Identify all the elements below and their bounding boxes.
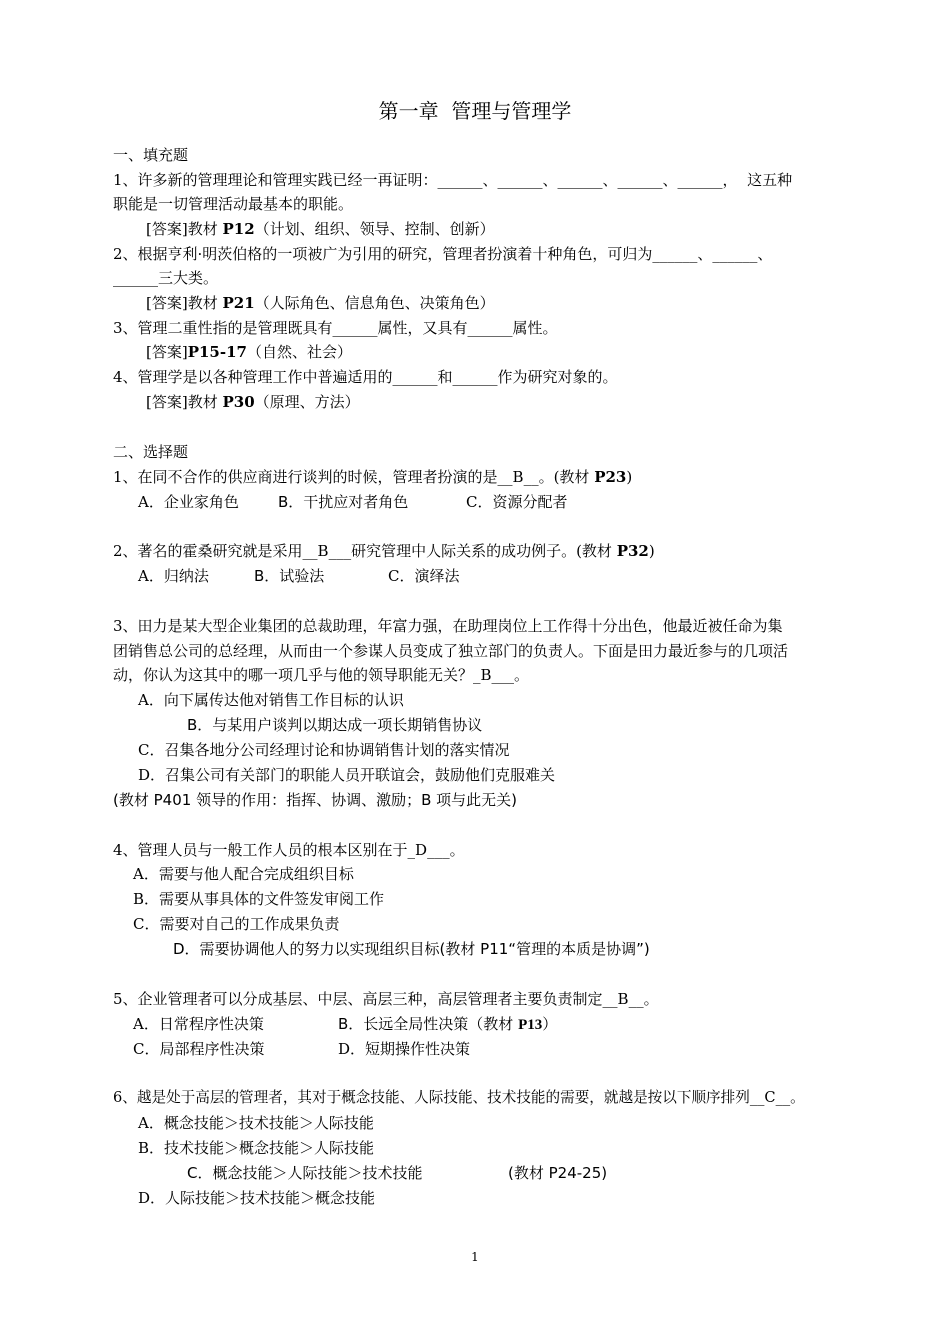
page-title: 第一章 管理与管理学 bbox=[378, 99, 572, 123]
question-1-line2: 职能是一切管理活动最基本的职能。 bbox=[113, 195, 354, 213]
choice-3-option-b: B．与某用户谈判以期达成一项长期销售协议 bbox=[187, 716, 483, 734]
question-3: 3、管理二重性指的是管理既具有______属性，又具有______属性。 bbox=[113, 319, 558, 337]
answer-3 bbox=[146, 342, 352, 362]
choice-1-option-c: C．资源分配者 bbox=[466, 493, 568, 511]
choice-question-3-line2: 团销售总公司的总经理，从而由一个参谋人员变成了独立部门的负责人。下面是田力最近参与的几项活 bbox=[113, 642, 789, 660]
choice-question-5: 5、企业管理者可以分成基层、中层、高层三种，高层管理者主要负责制定__B__。 bbox=[113, 990, 659, 1008]
choice-3-option-a: A．向下属传达他对销售工作目标的认识 bbox=[138, 691, 404, 709]
choice-2-option-c: C．演绎法 bbox=[388, 567, 460, 585]
question-text: 1、在同不合作的供应商进行谈判的时候，管理者扮演的是__B__。(教材 bbox=[113, 468, 595, 486]
choice-2-option-b: B．试验法 bbox=[254, 567, 325, 585]
answer-text: （自然、社会） bbox=[246, 343, 352, 361]
answer-4 bbox=[146, 392, 360, 412]
choice-1-option-a: A．企业家角色 bbox=[138, 493, 239, 511]
page-ref: P23 bbox=[594, 468, 627, 486]
choice-4-option-a: A．需要与他人配合完成组织目标 bbox=[133, 865, 354, 883]
choice-5-option-d: D．短期操作性决策 bbox=[338, 1040, 471, 1058]
choice-6-page-ref: (教材 P24-25) bbox=[508, 1164, 608, 1182]
choice-question-2 bbox=[113, 541, 655, 561]
section-heading-fill: 一、填充题 bbox=[113, 146, 189, 164]
page-number: 1 bbox=[471, 1250, 479, 1264]
page-ref: P32 bbox=[616, 542, 649, 560]
choice-6-option-b: B．技术技能＞概念技能＞人际技能 bbox=[138, 1139, 375, 1157]
choice-3-option-d: D．召集公司有关部门的职能人员开联谊会，鼓励他们克服难关 bbox=[138, 766, 556, 784]
question-2-line1: 2、根据亨利·明茨伯格的一项被广为引用的研究，管理者扮演着十种角色，可归为______、______、 bbox=[113, 245, 773, 263]
choice-2-option-a: A．归纳法 bbox=[138, 567, 209, 585]
choice-3-note: (教材 P401 领导的作用：指挥、协调、激励；B 项与此无关) bbox=[113, 791, 517, 809]
choice-3-option-c: C．召集各地分公司经理讨论和协调销售计划的落实情况 bbox=[138, 741, 510, 759]
section-heading-choice: 二、选择题 bbox=[113, 443, 189, 461]
choice-question-3-line1: 3、田力是某大型企业集团的总裁助理，年富力强，在助理岗位上工作得十分出色，他最近被任命为集 bbox=[113, 617, 783, 635]
choice-4-option-d: D．需要协调他人的努力以实现组织目标(教材 P11“管理的本质是协调”) bbox=[173, 940, 650, 958]
question-1-line1: 1、许多新的管理理论和管理实践已经一再证明：______、______、______、______、______， 这五种 bbox=[113, 171, 793, 189]
answer-text: （人际角色、信息角色、决策角色） bbox=[254, 294, 495, 312]
choice-6-option-a: A．概念技能＞技术技能＞人际技能 bbox=[138, 1114, 374, 1132]
question-end: ) bbox=[648, 542, 655, 560]
choice-5-option-a: A．日常程序性决策 bbox=[133, 1015, 264, 1033]
choice-4-option-c: C．需要对自己的工作成果负责 bbox=[133, 915, 340, 933]
answer-page: P12 bbox=[222, 220, 255, 238]
choice-6-option-d: D．人际技能＞技术技能＞概念技能 bbox=[138, 1189, 376, 1207]
answer-label: [答案]教材 bbox=[146, 393, 223, 411]
choice-5-option-c: C．局部程序性决策 bbox=[133, 1040, 265, 1058]
page-ref: P13 bbox=[518, 1017, 543, 1033]
option-text: B．长远全局性决策（教材 bbox=[338, 1015, 519, 1033]
question-text: 2、著名的霍桑研究就是采用__B___研究管理中人际关系的成功例子。(教材 bbox=[113, 542, 617, 560]
choice-4-option-b: B．需要从事具体的文件签发审阅工作 bbox=[133, 890, 385, 908]
answer-label: [答案]教材 bbox=[146, 294, 223, 312]
answer-page: P21 bbox=[222, 294, 255, 312]
answer-text: （原理、方法） bbox=[254, 393, 360, 411]
choice-question-3-line3: 动，你认为这其中的哪一项几乎与他的领导职能无关？_B___。 bbox=[113, 666, 530, 684]
choice-question-4: 4、管理人员与一般工作人员的根本区别在于_D___。 bbox=[113, 841, 465, 859]
answer-label: [答案] bbox=[146, 343, 188, 361]
answer-page: P30 bbox=[222, 393, 255, 411]
choice-question-6: 6、越是处于高层的管理者，其对于概念技能、人际技能、技术技能的需要，就越是按以下顺序排列__C__。 bbox=[113, 1089, 805, 1106]
answer-page: P15-17 bbox=[187, 343, 247, 361]
answer-label: [答案]教材 bbox=[146, 220, 223, 238]
answer-1 bbox=[146, 219, 495, 239]
question-4: 4、管理学是以各种管理工作中普遍适用的______和______作为研究对象的。 bbox=[113, 368, 618, 386]
choice-6-option-c: C．概念技能＞人际技能＞技术技能 bbox=[187, 1164, 423, 1182]
question-end: ) bbox=[626, 468, 633, 486]
answer-2 bbox=[146, 293, 495, 313]
choice-question-1 bbox=[113, 467, 632, 487]
question-2-line2: ______三大类。 bbox=[113, 269, 219, 287]
choice-5-option-b bbox=[338, 1014, 557, 1035]
choice-1-option-b: B．干扰应对者角色 bbox=[278, 493, 409, 511]
answer-text: （计划、组织、领导、控制、创新） bbox=[254, 220, 495, 238]
option-end: ） bbox=[542, 1015, 558, 1033]
